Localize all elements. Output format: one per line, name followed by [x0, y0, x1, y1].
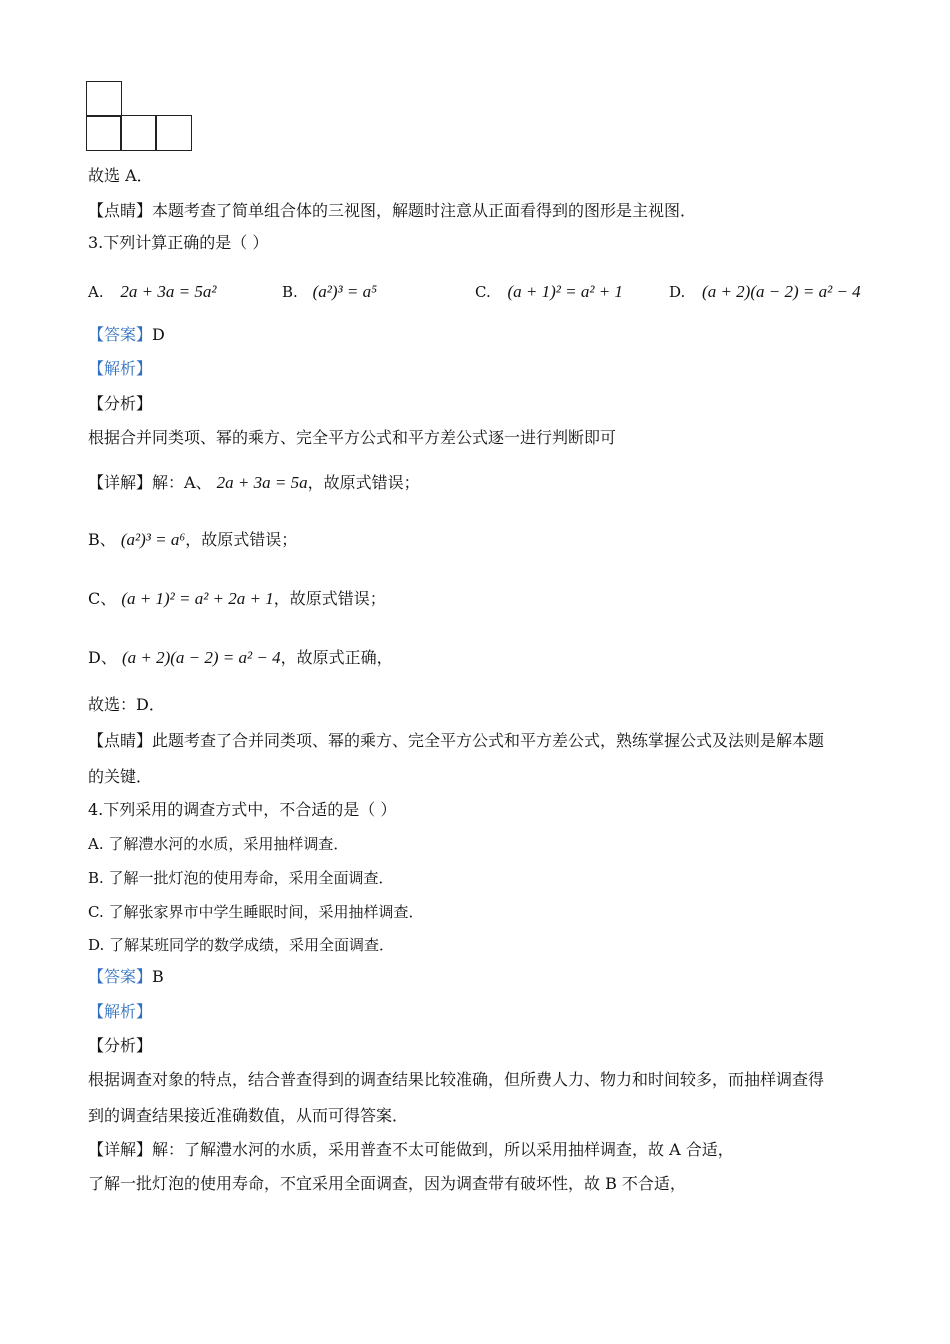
detail-c-suffix: ，故原式错误；: [273, 589, 386, 608]
q3-answer-line: [88, 325, 165, 345]
detail-b-math: (a²)³ = a⁶: [120, 530, 186, 549]
q3-fenxi-tag: 【分析】: [88, 394, 153, 413]
option-b-label: B.: [282, 283, 298, 301]
dianjing-text: 本题考查了简单组合体的三视图，解题时注意从正面看得到的图形是主视图．: [152, 201, 697, 220]
detail-text-1: 解：了解澧水河的水质，采用普查不太可能做到，所以采用抽样调查，故 A 合适，: [152, 1140, 734, 1159]
choose-a-line: 故选 A．: [88, 166, 153, 185]
dianjing-tag: 【点睛】: [88, 201, 153, 220]
detail-a-suffix: ，故原式错误；: [307, 473, 420, 492]
q4-fenxi-tag: 【分析】: [88, 1036, 153, 1055]
detail-d-prefix: D、: [88, 648, 117, 667]
question-4-stem: 4.下列采用的调查方式中，不合适的是（ ）: [88, 800, 397, 819]
q4-answer-line: [88, 967, 164, 987]
q3-jiexi-tag: 【解析】: [88, 359, 153, 378]
q3-dianjing-line-2: 的关键．: [88, 767, 153, 786]
figure-square-top: [86, 81, 122, 117]
option-c-label: C.: [475, 283, 491, 301]
q3-detail-b: [88, 530, 297, 550]
option-b-math: (a²)³ = a⁵: [312, 282, 377, 301]
q4-detail-line-1: [88, 1140, 734, 1160]
answer-tag: 【答案】: [88, 967, 153, 986]
option-c: [475, 282, 623, 302]
figure-square-bottom-1: [86, 115, 122, 151]
dianjing-tag: 【点睛】: [88, 731, 153, 750]
question-3-stem: 3.下列计算正确的是（ ）: [88, 233, 269, 252]
detail-a-math: 2a + 3a = 5a: [216, 473, 308, 492]
option-c-math: (a + 1)² = a² + 1: [507, 282, 623, 301]
q4-analysis-2: 到的调查结果接近准确数值，从而可得答案．: [88, 1106, 409, 1125]
detail-a-prefix: 解：A、: [152, 473, 212, 492]
q3-detail-d: [88, 648, 393, 668]
detail-tag: 【详解】: [88, 473, 153, 492]
detail-c-prefix: C、: [88, 589, 117, 608]
dianjing-line: [88, 201, 696, 221]
option-d-math: (a + 2)(a − 2) = a² − 4: [702, 282, 861, 301]
q4-jiexi-tag: 【解析】: [88, 1002, 153, 1021]
option-b: [282, 282, 377, 302]
q4-detail-line-2: 了解一批灯泡的使用寿命，不宜采用全面调查，因为调查带有破坏性，故 B 不合适，: [88, 1174, 686, 1193]
detail-tag: 【详解】: [88, 1140, 153, 1159]
answer-tag: 【答案】: [88, 325, 153, 344]
q4-option-a: A. 了解澧水河的水质，采用抽样调查．: [88, 835, 349, 853]
option-a-label: A.: [88, 283, 104, 301]
figure-square-bottom-2: [120, 115, 156, 151]
option-d: [669, 282, 861, 302]
option-a: [88, 282, 216, 302]
q4-analysis-1: 根据调查对象的特点，结合普查得到的调查结果比较准确，但所费人力、物力和时间较多，而抽样调查得: [88, 1070, 825, 1089]
detail-d-math: (a + 2)(a − 2) = a² − 4: [121, 648, 281, 667]
q3-detail-c: [88, 589, 386, 609]
q3-detail-a: [88, 473, 420, 493]
option-d-label: D.: [669, 283, 686, 301]
detail-c-math: (a + 1)² = a² + 2a + 1: [121, 589, 274, 608]
detail-d-suffix: ，故原式正确，: [280, 648, 393, 667]
q3-dianjing-line-1: [88, 731, 824, 751]
q4-option-d: D. 了解某班同学的数学成绩，采用全面调查．: [88, 936, 395, 954]
answer-value: B: [152, 967, 164, 986]
figure-square-bottom-3: [156, 115, 192, 151]
answer-value: D: [152, 325, 165, 344]
detail-b-suffix: ，故原式错误；: [185, 530, 298, 549]
q3-choose: 故选：D．: [88, 695, 165, 714]
detail-b-prefix: B、: [88, 530, 116, 549]
dianjing-text-1: 此题考查了合并同类项、幂的乘方、完全平方公式和平方差公式，熟练掌握公式及法则是解本题: [152, 731, 825, 750]
option-a-math: 2a + 3a = 5a²: [120, 282, 217, 301]
q3-analysis: 根据合并同类项、幂的乘方、完全平方公式和平方差公式逐一进行判断即可: [88, 428, 617, 447]
q4-option-c: C. 了解张家界市中学生睡眠时间，采用抽样调查．: [88, 903, 424, 921]
q4-option-b: B. 了解一批灯泡的使用寿命，采用全面调查．: [88, 869, 394, 887]
